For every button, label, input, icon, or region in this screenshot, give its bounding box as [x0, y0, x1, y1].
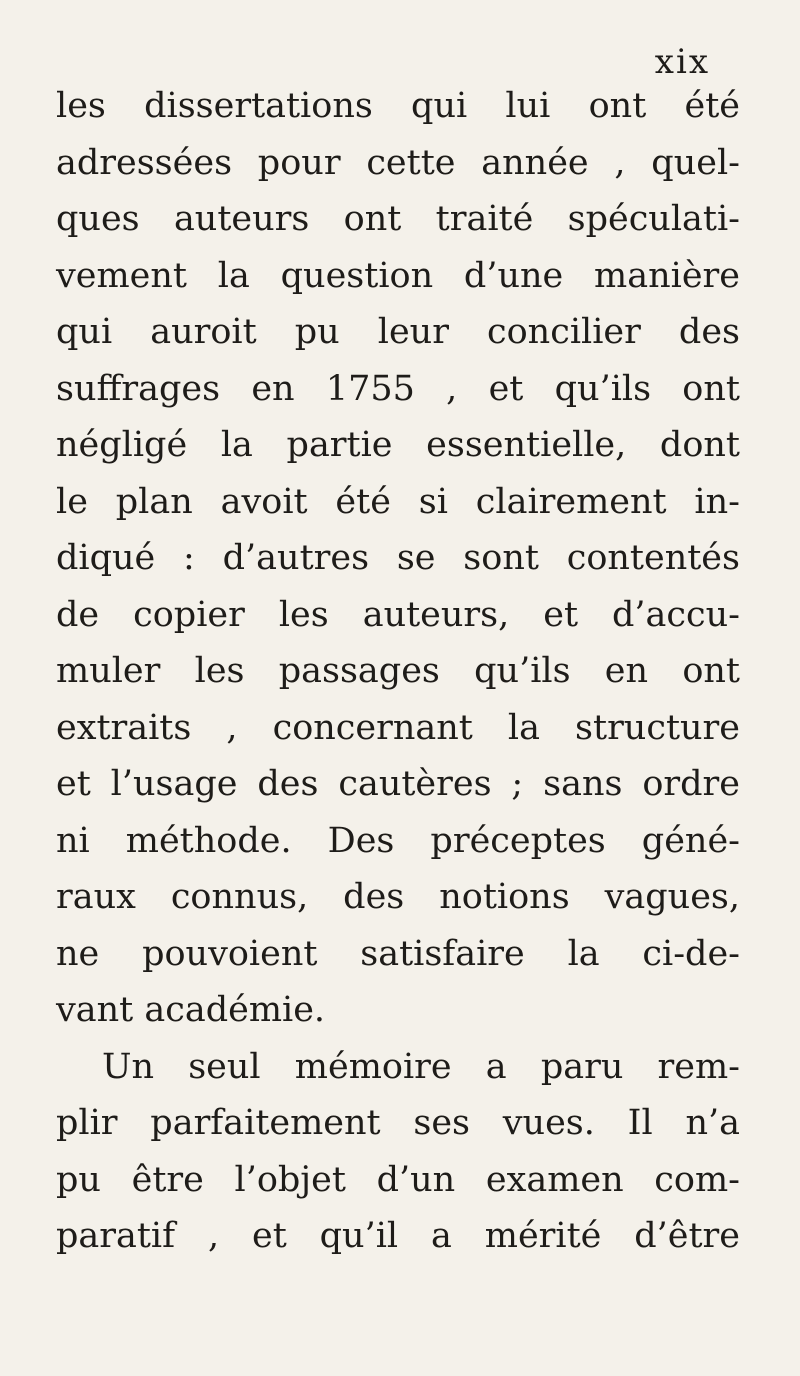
- text-line: qui auroit pu leur concilier des: [56, 312, 740, 352]
- text-line: raux connus, des notions vagues,: [56, 877, 740, 917]
- text-line: de copier les auteurs, et d’accu-: [56, 594, 740, 635]
- body-text: [56, 78, 740, 1265]
- text-line: le plan avoit été si clairement in-: [56, 481, 740, 522]
- text-line: adressées pour cette année , quel-: [56, 142, 740, 183]
- text-line: plir parfaitement ses vues. Il n’a: [56, 1103, 740, 1143]
- paragraph-start-line: Un seul mémoire a paru rem-: [102, 1046, 740, 1087]
- page-number: xix: [654, 42, 710, 82]
- text-line: négligé la partie essentielle, dont: [56, 425, 740, 465]
- text-line: et l’usage des cautères ; sans ordre: [56, 764, 740, 804]
- text-line: pu être l’objet d’un examen com-: [56, 1159, 740, 1200]
- paragraph-end-line: vant académie.: [56, 990, 326, 1030]
- text-line: ni méthode. Des préceptes géné-: [56, 820, 740, 861]
- text-line: vement la question d’une manière: [56, 255, 740, 296]
- text-line: suffrages en 1755 , et qu’ils ont: [56, 368, 740, 409]
- text-line: diqué : d’autres se sont contentés: [56, 538, 740, 578]
- text-line: les dissertations qui lui ont été: [56, 86, 740, 126]
- text-line: paratif , et qu’il a mérité d’être: [56, 1216, 740, 1256]
- text-line: ques auteurs ont traité spéculati-: [56, 199, 740, 239]
- text-line: muler les passages qu’ils en ont: [56, 651, 740, 691]
- text-line: ne pouvoient satisfaire la ci-de-: [56, 933, 740, 974]
- text-line: extraits , concernant la structure: [56, 707, 740, 748]
